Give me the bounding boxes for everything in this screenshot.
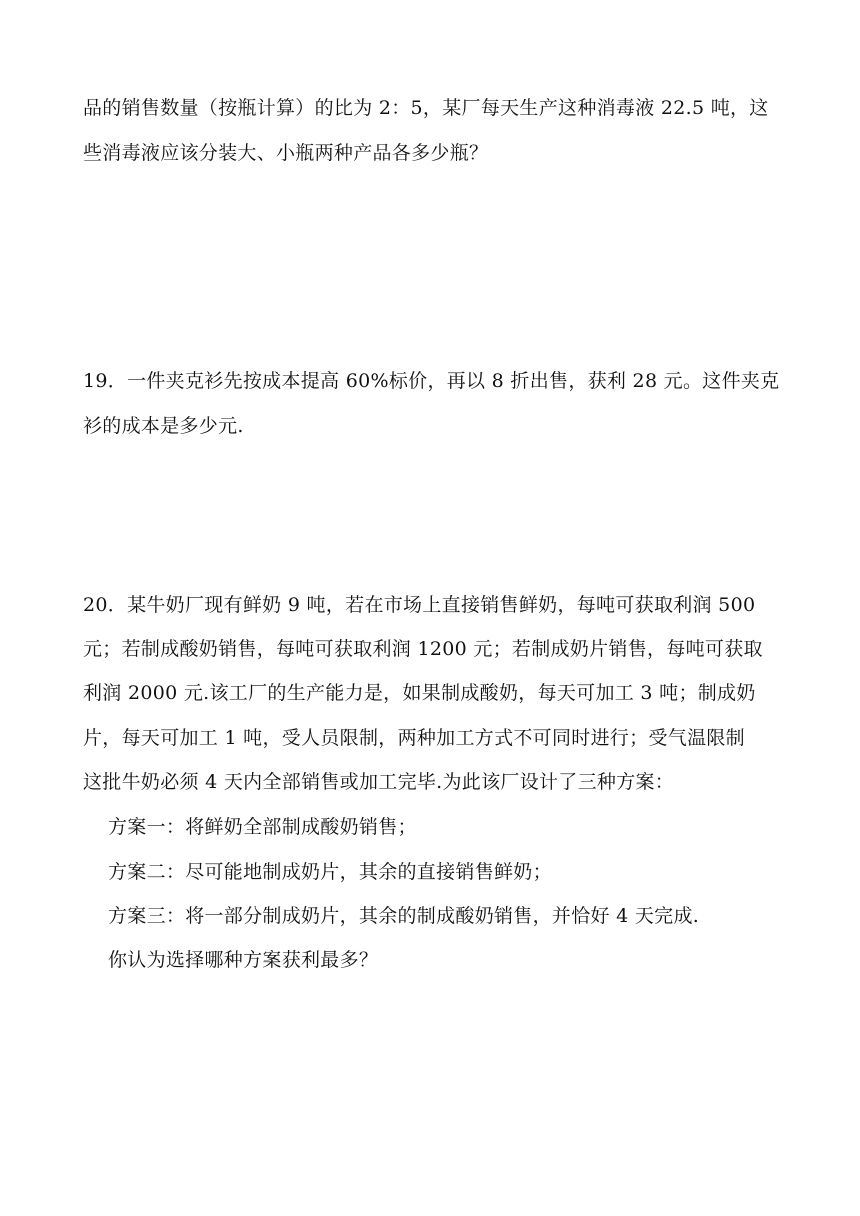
- q20-line-4: 片，每天可加工 1 吨，受人员限制，两种加工方式不可同时进行；受气温限制: [83, 727, 745, 749]
- q20-line-1: 20．某牛奶厂现有鲜奶 9 吨，若在市场上直接销售鲜奶，每吨可获取利润 500: [83, 594, 756, 616]
- q18-line-1: 品的销售数量（按瓶计算）的比为 2：5，某厂每天生产这种消毒液 22.5 吨，这: [83, 97, 769, 119]
- q20-line-2: 元；若制成酸奶销售，每吨可获取利润 1200 元；若制成奶片销售，每吨可获取: [83, 638, 763, 660]
- q20-line-3: 利润 2000 元.该工厂的生产能力是，如果制成酸奶，每天可加工 3 吨；制成奶: [83, 682, 756, 704]
- q20-option-1: 方案一：将鲜奶全部制成酸奶销售；: [108, 816, 417, 838]
- q20-option-2: 方案二：尽可能地制成奶片，其余的直接销售鲜奶；: [108, 861, 552, 883]
- q18-line-2: 些消毒液应该分装大、小瓶两种产品各多少瓶？: [83, 142, 489, 164]
- q19-line-1: 19．一件夹克衫先按成本提高 60%标价，再以 8 折出售，获利 28 元。这件夹克: [83, 370, 780, 392]
- q20-question: 你认为选择哪种方案获利最多？: [108, 949, 379, 971]
- q20-line-5: 这批牛奶必须 4 天内全部销售或加工完毕.为此该厂设计了三种方案：: [83, 771, 675, 793]
- q19-line-2: 衫的成本是多少元.: [83, 415, 244, 437]
- q20-option-3: 方案三：将一部分制成奶片，其余的制成酸奶销售，并恰好 4 天完成.: [108, 905, 700, 927]
